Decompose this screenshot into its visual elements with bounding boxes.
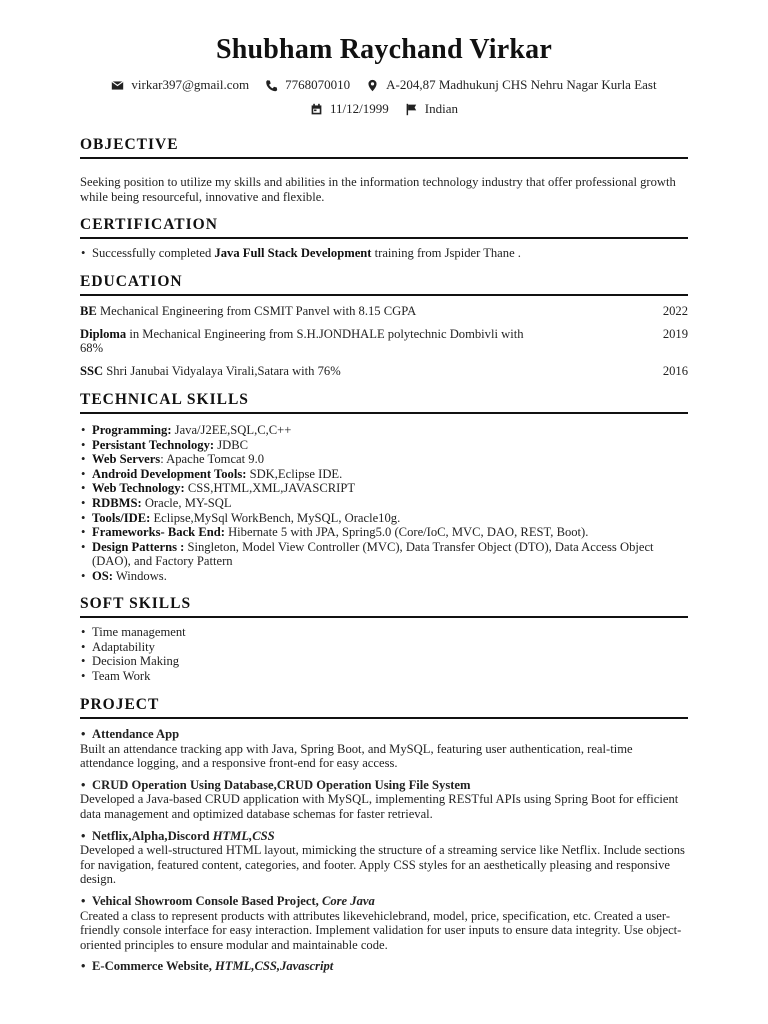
skill-item: • Programming: Java/J2EE,SQL,C,C++ — [80, 423, 688, 438]
skill-item: • Tools/IDE: Eclipse,MySql WorkBench, MySQL, Oracle10g. — [80, 511, 688, 526]
project-item — [80, 778, 688, 822]
soft-skill-item: • Decision Making — [80, 654, 688, 669]
phone-text: 7768070010 — [285, 77, 351, 92]
project-title: • E-Commerce Website, HTML,CSS,Javascript — [80, 959, 688, 974]
soft-skill-item: • Team Work — [80, 669, 688, 684]
objective-section — [80, 136, 688, 204]
flag-icon — [405, 103, 418, 116]
dob-item — [310, 101, 389, 117]
project-title: • Vehical Showroom Console Based Project, Core Java — [80, 894, 688, 909]
address-text: A-204,87 Madhukunj CHS Nehru Nagar Kurla East — [386, 77, 657, 92]
certification-heading: CERTIFICATION — [80, 216, 688, 239]
technical-skills-list — [80, 423, 688, 584]
nationality-item — [405, 101, 458, 117]
certification-item: • Successfully completed Java Full Stack Development training from Jspider Thane . — [80, 246, 688, 261]
email-text: virkar397@gmail.com — [131, 77, 250, 92]
education-year: 2016 — [662, 363, 688, 378]
project-item — [80, 959, 688, 974]
contact-row — [0, 77, 768, 93]
education-heading: EDUCATION — [80, 273, 688, 296]
project-list — [80, 727, 688, 974]
soft-skills-section — [80, 595, 688, 683]
location-pin-icon — [366, 79, 379, 92]
project-title: • CRUD Operation Using Database,CRUD Operation Using File System — [80, 778, 688, 793]
candidate-name: Shubham Raychand Virkar — [215, 34, 553, 65]
email-item[interactable] — [111, 77, 249, 93]
skill-item: • OS: Windows. — [80, 569, 688, 584]
skill-item: • Web Technology: CSS,HTML,XML,JAVASCRIPT — [80, 481, 688, 496]
project-item — [80, 894, 688, 952]
phone-icon — [265, 79, 278, 92]
technical-skills-section — [80, 391, 688, 584]
education-year: 2019 — [662, 326, 688, 341]
project-heading: PROJECT — [80, 696, 688, 719]
address-item — [366, 77, 656, 93]
skill-item: • Design Patterns : Singleton, Model View Controller (MVC), Data Transfer Object (DTO), Data Access Object (DAO), and Factory Pattern — [80, 540, 688, 569]
skill-item: • Android Development Tools: SDK,Eclipse IDE. — [80, 467, 688, 482]
project-item — [80, 727, 688, 771]
project-section — [80, 696, 688, 974]
envelope-icon — [111, 79, 124, 92]
project-title: • Attendance App — [80, 727, 688, 742]
education-item: Diploma in Mechanical Engineering from S.H.JONDHALE polytechnic Dombivli with 68% 2019 — [80, 326, 688, 356]
personal-row — [0, 101, 768, 117]
project-description: Created a class to represent products with attributes likevehiclebrand, model, price, specification, etc. Created a user-friendly console interface for easy interaction. Implement validation for user inputs to ensure data integrity. Use object-oriented principles to ensure modular and maintainable code. — [80, 908, 682, 952]
project-title: • Netflix,Alpha,Discord HTML,CSS — [80, 829, 688, 844]
education-section — [80, 273, 688, 378]
objective-heading: OBJECTIVE — [80, 136, 688, 159]
certification-section — [80, 216, 688, 261]
education-item: SSC Shri Janubai Vidyalaya Virali,Satara with 76% 2016 — [80, 363, 688, 378]
soft-skills-list — [80, 625, 688, 683]
calendar-icon — [310, 103, 323, 116]
skill-item: • Frameworks- Back End: Hibernate 5 with JPA, Spring5.0 (Core/IoC, MVC, DAO, REST, Boot). — [80, 525, 688, 540]
technical-skills-heading: TECHNICAL SKILLS — [80, 391, 688, 414]
dob-text: 11/12/1999 — [330, 101, 389, 116]
soft-skills-heading: SOFT SKILLS — [80, 595, 688, 618]
soft-skill-item: • Adaptability — [80, 640, 688, 655]
education-year: 2022 — [662, 304, 688, 318]
phone-item[interactable] — [265, 77, 350, 93]
skill-item: • Web Servers: Apache Tomcat 9.0 — [80, 452, 688, 467]
soft-skill-item: • Time management — [80, 625, 688, 640]
project-item — [80, 829, 688, 887]
skill-item: • RDBMS: Oracle, MY-SQL — [80, 496, 688, 511]
education-item: BE Mechanical Engineering from CSMIT Panvel with 8.15 CGPA 2022 — [80, 304, 688, 318]
skill-item: • Persistant Technology: JDBC — [80, 438, 688, 453]
project-description: Built an attendance tracking app with Java, Spring Boot, and MySQL, featuring user authentication, real-time attendance logging, and a responsive front-end for easy access. — [80, 741, 633, 771]
objective-text: Seeking position to utilize my skills and abilities in the information technology industry that offer professional growth while being resourceful, innovative and flexible. — [80, 175, 676, 204]
nationality-text: Indian — [424, 101, 458, 116]
project-description: Developed a well-structured HTML layout, mimicking the structure of a streaming service like Netflix. Include sections for navigation, featured content, categories, and footer. Apply CSS styles for an aesthetically pleasing and responsive design. — [80, 843, 685, 887]
project-description: Developed a Java-based CRUD application with MySQL, implementing RESTful APIs using Spring Boot for efficient data management and optimized database schemas for faster retrieval. — [80, 792, 679, 821]
